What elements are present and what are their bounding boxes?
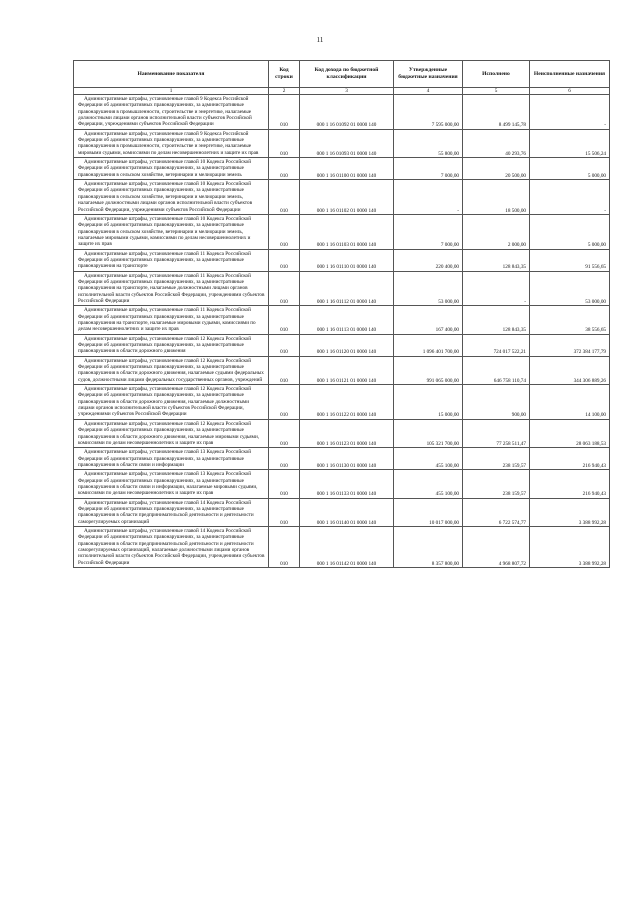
table-row xyxy=(74,95,610,130)
line-code: 010 xyxy=(269,419,300,447)
approved-amount: 55 800,00 xyxy=(394,129,463,157)
header-row xyxy=(74,61,610,88)
executed-amount: 77 258 511,47 xyxy=(463,419,530,447)
approved-amount: 8 357 800,00 xyxy=(394,526,463,567)
table-row xyxy=(74,271,610,306)
header-indicator-name: Наименование показателя xyxy=(74,61,269,88)
approved-amount: 1 096 401 700,00 xyxy=(394,334,463,356)
line-code: 010 xyxy=(269,448,300,470)
executed-amount: 18 500,00 xyxy=(463,180,530,215)
indicator-name-text: Административные штрафы, установленные главой 11 Кодекса Российской Федерации об административных правонарушениях, за административные правонарушения на транспорте, налагаемые должностными лицами органов исполнительной власти субъектов Российской Федерации, учреждениями субъектов Российской Федерации xyxy=(78,272,265,304)
unexecuted-amount: 28 063 188,53 xyxy=(530,419,610,447)
indicator-name xyxy=(74,249,269,271)
column-number: 2 xyxy=(269,88,300,95)
executed-amount: - xyxy=(463,271,530,306)
executed-amount: 40 293,76 xyxy=(463,129,530,157)
indicator-name xyxy=(74,271,269,306)
column-number: 5 xyxy=(463,88,530,95)
indicator-name xyxy=(74,526,269,567)
approved-amount: 991 065 000,00 xyxy=(394,356,463,384)
line-code: 010 xyxy=(269,356,300,384)
line-code: 010 xyxy=(269,385,300,420)
table-row xyxy=(74,498,610,526)
executed-amount: 8 499 145,78 xyxy=(463,95,530,130)
approved-amount: 455 100,00 xyxy=(394,470,463,498)
page-number: 11 xyxy=(316,36,324,44)
table-row xyxy=(74,158,610,180)
indicator-name xyxy=(74,129,269,157)
income-code: 000 1 16 01110 01 0000 140 xyxy=(300,249,394,271)
indicator-name-text: Административные штрафы, установленные главой 14 Кодекса Российской Федерации об административных правонарушениях, за административные правонарушения в области предпринимательской деятельности и деятельности саморегулируемых организаций xyxy=(78,499,254,525)
approved-amount: - xyxy=(394,180,463,215)
table-row xyxy=(74,180,610,215)
indicator-name-text: Административные штрафы, установленные главой 14 Кодекса Российской Федерации об административных правонарушениях, за административные правонарушения в области предпринимательской деятельности и деятельности саморегулируемых организаций, налагаемые должностными лицами органов исполнительной власти субъектов Российской Федерации, учреждениями субъектов Российской Федерации xyxy=(78,527,265,566)
line-code: 010 xyxy=(269,95,300,130)
header-executed: Исполнено xyxy=(463,61,530,88)
unexecuted-amount: 14 100,00 xyxy=(530,385,610,420)
approved-amount: 7 000,00 xyxy=(394,214,463,249)
indicator-name-text: Административные штрафы, установленные главой 10 Кодекса Российской Федерации об административных правонарушениях, за административные правонарушения в сельском хозяйстве, ветеринарии и мелиорации земель xyxy=(78,159,252,178)
approved-amount: 15 000,00 xyxy=(394,385,463,420)
unexecuted-amount: 372 384 177,79 xyxy=(530,334,610,356)
column-number: 6 xyxy=(530,88,610,95)
unexecuted-amount: 216 940,43 xyxy=(530,448,610,470)
line-code: 010 xyxy=(269,498,300,526)
income-code: 000 1 16 01121 01 0000 140 xyxy=(300,356,394,384)
unexecuted-amount: - xyxy=(530,180,610,215)
indicator-name xyxy=(74,306,269,334)
indicator-name-text: Административные штрафы, установленные главой 12 Кодекса Российской Федерации об административных правонарушениях, за административные правонарушения в области дорожного движения, налагаемые должностными лицами органов исполнительной власти субъектов Российской Федерации, учреждениями субъектов Российской Федерации xyxy=(78,386,252,418)
line-code: 010 xyxy=(269,214,300,249)
table-row xyxy=(74,334,610,356)
executed-amount: 646 758 110,74 xyxy=(463,356,530,384)
income-code: 000 1 16 01102 01 0000 140 xyxy=(300,180,394,215)
income-code: 000 1 16 01112 01 0000 140 xyxy=(300,271,394,306)
line-code: 010 xyxy=(269,180,300,215)
table-row xyxy=(74,214,610,249)
executed-amount: 900,00 xyxy=(463,385,530,420)
unexecuted-amount: 216 940,43 xyxy=(530,470,610,498)
income-code: 000 1 16 01093 01 0000 140 xyxy=(300,129,394,157)
unexecuted-amount: 15 506,24 xyxy=(530,129,610,157)
executed-amount: 724 017 522,21 xyxy=(463,334,530,356)
indicator-name xyxy=(74,356,269,384)
income-code: 000 1 16 01123 01 0000 140 xyxy=(300,419,394,447)
income-code: 000 1 16 01113 01 0000 140 xyxy=(300,306,394,334)
income-code: 000 1 16 01103 01 0000 140 xyxy=(300,214,394,249)
column-number: 3 xyxy=(300,88,394,95)
budget-execution-table xyxy=(73,60,610,568)
indicator-name-text: Административные штрафы, установленные главой 10 Кодекса Российской Федерации об административных правонарушениях, за административные правонарушения в сельском хозяйстве, ветеринарии и мелиорации земель, налагаемые должностными лицами органов исполнительной власти субъектов Российской Федерации, учреждениями субъектов Российской Федерации xyxy=(78,181,253,213)
indicator-name-text: Административные штрафы, установленные главой 13 Кодекса Российской Федерации об административных правонарушениях, за административные правонарушения в области связи и информации xyxy=(78,449,252,468)
indicator-name-text: Административные штрафы, установленные главой 12 Кодекса Российской Федерации об административных правонарушениях, за административные правонарушения в области дорожного движения, налагаемые судьями федеральных судов, должностными лицами федеральных государственных органов, учреждений xyxy=(78,357,264,383)
table-row xyxy=(74,306,610,334)
executed-amount: 6 722 574,77 xyxy=(463,498,530,526)
indicator-name xyxy=(74,448,269,470)
unexecuted-amount: 91 556,65 xyxy=(530,249,610,271)
approved-amount: 7 595 000,00 xyxy=(394,95,463,130)
indicator-name-text: Административные штрафы, установленные главой 12 Кодекса Российской Федерации об административных правонарушениях, за административные правонарушения в области дорожного движения, налагаемые мировыми судьями, комиссиями по делам несовершеннолетних и защите их прав xyxy=(78,420,260,446)
income-code: 000 1 16 01120 01 0000 140 xyxy=(300,334,394,356)
unexecuted-amount: 5 000,00 xyxy=(530,214,610,249)
indicator-name xyxy=(74,180,269,215)
indicator-name-text: Административные штрафы, установленные главой 11 Кодекса Российской Федерации об административных правонарушениях, за административные правонарушения на транспорте, налагаемые мировыми судьями, комиссиями по делам несовершеннолетних и защите их прав xyxy=(78,307,256,333)
indicator-name xyxy=(74,498,269,526)
income-code: 000 1 16 01092 01 0000 140 xyxy=(300,95,394,130)
header-line-code: Код строки xyxy=(269,61,300,88)
income-code: 000 1 16 01133 01 0000 140 xyxy=(300,470,394,498)
column-number-row xyxy=(74,88,610,95)
indicator-name xyxy=(74,419,269,447)
indicator-name-text: Административные штрафы, установленные главой 12 Кодекса Российской Федерации об административных правонарушениях, за административные правонарушения в области дорожного движения xyxy=(78,335,252,355)
executed-amount: 128 843,35 xyxy=(463,249,530,271)
indicator-name-text: Административные штрафы, установленные главой 11 Кодекса Российской Федерации об административных правонарушениях, за административные правонарушения на транспорте xyxy=(78,250,251,270)
executed-amount: 4 968 807,72 xyxy=(463,526,530,567)
indicator-name xyxy=(74,214,269,249)
unexecuted-amount: - xyxy=(530,95,610,130)
line-code: 010 xyxy=(269,306,300,334)
approved-amount: 220 400,00 xyxy=(394,249,463,271)
line-code: 010 xyxy=(269,470,300,498)
line-code: 010 xyxy=(269,249,300,271)
column-number: 4 xyxy=(394,88,463,95)
approved-amount: 7 000,00 xyxy=(394,158,463,180)
header-approved: Утвержденные бюджетные назначения xyxy=(394,61,463,88)
table-row xyxy=(74,448,610,470)
approved-amount: 10 017 000,00 xyxy=(394,498,463,526)
table-row xyxy=(74,419,610,447)
income-code: 000 1 16 01142 01 0000 140 xyxy=(300,526,394,567)
income-code: 000 1 16 01140 01 0000 140 xyxy=(300,498,394,526)
indicator-name xyxy=(74,334,269,356)
unexecuted-amount: 3 388 992,28 xyxy=(530,498,610,526)
table-row xyxy=(74,470,610,498)
indicator-name-text: Административные штрафы, установленные главой 13 Кодекса Российской Федерации об административных правонарушениях, за административные правонарушения в области связи и информации, налагаемые мировыми судьями, комиссиями по делам несовершеннолетних и защите их прав xyxy=(78,471,258,497)
indicator-name-text: Административные штрафы, установленные главой 9 Кодекса Российской Федерации об административных правонарушениях, за административные правонарушения в промышленности, строительстве и энергетике, налагаемые должностными лицами органов исполнительной власти субъектов Российской Федерации, учреждениями субъектов Российской Федерации xyxy=(78,96,252,128)
indicator-name xyxy=(74,385,269,420)
income-code: 000 1 16 01122 01 0000 140 xyxy=(300,385,394,420)
line-code: 010 xyxy=(269,129,300,157)
line-code: 010 xyxy=(269,271,300,306)
executed-amount: 20 500,00 xyxy=(463,158,530,180)
column-number: 1 xyxy=(74,88,269,95)
unexecuted-amount: 53 000,00 xyxy=(530,271,610,306)
header-unexecuted: Неисполненные назначения xyxy=(530,61,610,88)
indicator-name xyxy=(74,470,269,498)
line-code: 010 xyxy=(269,526,300,567)
table-row xyxy=(74,385,610,420)
income-code: 000 1 16 01130 01 0000 140 xyxy=(300,448,394,470)
indicator-name-text: Административные штрафы, установленные главой 10 Кодекса Российской Федерации об административных правонарушениях, за административные правонарушения в сельском хозяйстве, ветеринарии и мелиорации земель, налагаемые мировыми судьями, комиссиями по делам несовершеннолетних и защите их прав xyxy=(78,215,252,248)
indicator-name xyxy=(74,158,269,180)
income-code: 000 1 16 01100 01 0000 140 xyxy=(300,158,394,180)
approved-amount: 105 321 700,00 xyxy=(394,419,463,447)
executed-amount: 2 000,00 xyxy=(463,214,530,249)
unexecuted-amount: 3 388 992,28 xyxy=(530,526,610,567)
unexecuted-amount: 5 000,00 xyxy=(530,158,610,180)
table-row xyxy=(74,356,610,384)
unexecuted-amount: 344 306 889,26 xyxy=(530,356,610,384)
executed-amount: 128 843,35 xyxy=(463,306,530,334)
approved-amount: 455 100,00 xyxy=(394,448,463,470)
indicator-name-text: Административные штрафы, установленные главой 9 Кодекса Российской Федерации об административных правонарушениях, за административные правонарушения в промышленности, строительстве и энергетике, налагаемые мировыми судьями, комиссиями по делам несовершеннолетних и защите их прав xyxy=(78,130,259,156)
approved-amount: 53 000,00 xyxy=(394,271,463,306)
unexecuted-amount: 38 556,65 xyxy=(530,306,610,334)
table-row xyxy=(74,129,610,157)
executed-amount: 238 159,57 xyxy=(463,448,530,470)
table-row xyxy=(74,249,610,271)
header-income-code: Код дохода по бюджетной классификации xyxy=(300,61,394,88)
line-code: 010 xyxy=(269,158,300,180)
executed-amount: 238 159,57 xyxy=(463,470,530,498)
line-code: 010 xyxy=(269,334,300,356)
table-row xyxy=(74,526,610,567)
indicator-name xyxy=(74,95,269,130)
approved-amount: 167 400,00 xyxy=(394,306,463,334)
